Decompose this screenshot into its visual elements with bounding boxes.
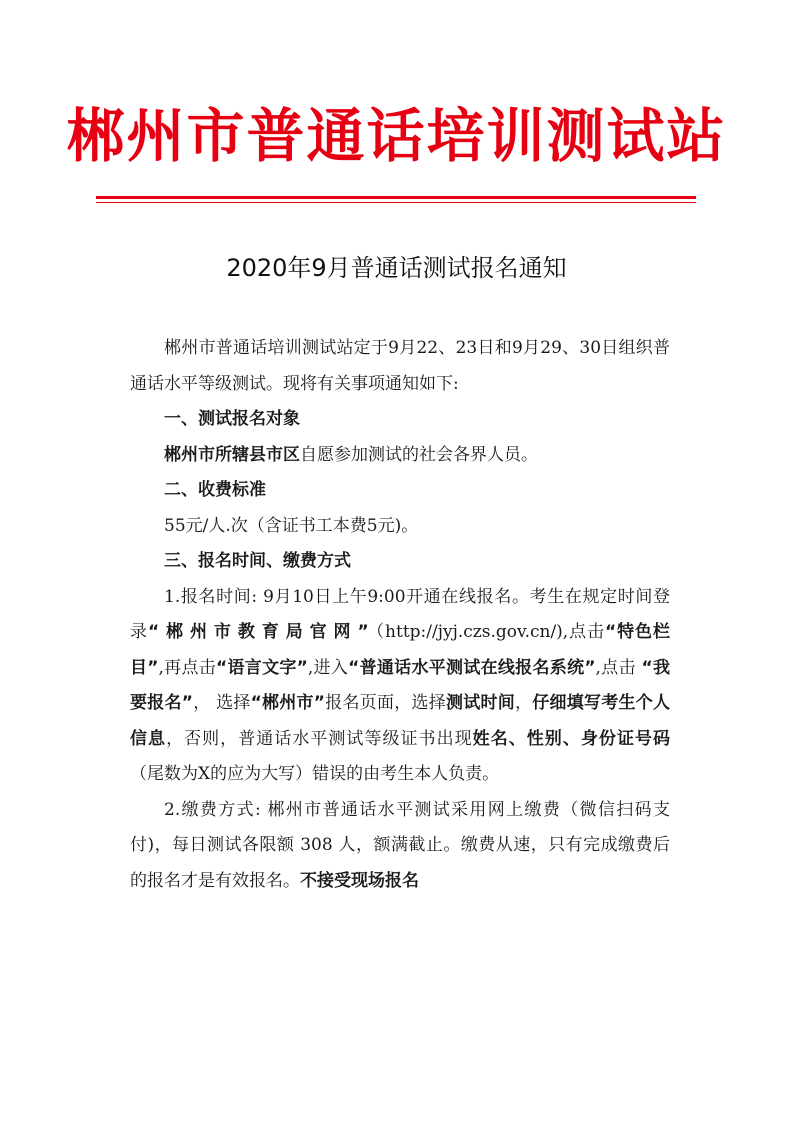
reg-system-name: “普通话水平测试在线报名系统”: [348, 657, 596, 678]
payment-text: 2.缴费方式: 郴州市普通话水平测试采用网上缴费（微信扫码支付)，每日测试各限额 308 人，额满截止。缴费从速，只有完成缴费后的报名才是有效报名。: [130, 799, 670, 891]
intro-paragraph: 郴州市普通话培训测试站定于9月22、23日和9月29、30日组织普通话水平等级测试。现将有关事项通知如下:: [130, 338, 670, 394]
reg-apply-name: “我要报名”: [130, 657, 670, 713]
reg-column-name: “特色栏目”: [130, 622, 670, 678]
masthead-rule-thin: [96, 202, 696, 203]
reg-text-k: ， 选择: [192, 693, 251, 713]
section3-heading: 三、报名时间、缴费方式: [164, 551, 351, 571]
reg-text-e: ,再点击: [158, 657, 217, 678]
reg-text-i: ,点击: [595, 657, 642, 678]
no-onsite-registration: 不接受现场报名: [300, 870, 419, 891]
section1-heading: 一、测试报名对象: [164, 409, 300, 429]
reg-text-m: 报名页面，选择: [324, 693, 446, 713]
reg-text-g: ,进入: [307, 657, 349, 678]
reg-language-name: “语言文字”: [216, 657, 308, 678]
section2-paragraph: 55元/人.次（含证书工本费5元)。: [164, 515, 419, 536]
reg-city-name: “郴州市”: [250, 693, 325, 713]
notice-body: [130, 331, 670, 899]
reg-text-s: （尾数为X的应为大写）错误的由考生本人负责。: [130, 764, 500, 784]
section2-heading: 二、收费标准: [164, 480, 266, 500]
reg-site-name: “郴州市教育局官网”: [147, 622, 375, 642]
notice-title: 2020年9月普通话测试报名通知: [226, 254, 567, 282]
reg-fill-info: 仔细填写考生个人信息: [130, 693, 671, 749]
section1-paragraph: [130, 438, 670, 474]
reg-text-q: ，否则，普通话水平测试等级证书出现: [166, 728, 473, 749]
reg-test-time: 测试时间: [445, 693, 515, 713]
reg-text-a: 1.报名时间: 9月10日上午9:00开通在线报名。考生在规定时间登录: [130, 586, 670, 642]
section1-bold: 郴州市所辖县市区: [164, 444, 300, 465]
masthead-rule-thick: [96, 196, 696, 199]
reg-url-text: （http://jyj.czs.gov.cn/),点击: [374, 622, 606, 642]
masthead-title: 郴州市普通话培训测试站: [66, 102, 727, 170]
registration-time-paragraph: [130, 580, 670, 793]
reg-id-fields: 姓名、性别、身份证号码: [472, 728, 671, 749]
payment-paragraph: [130, 793, 670, 900]
section1-rest: 自愿参加测试的社会各界人员。: [300, 444, 538, 465]
reg-text-o: ，: [515, 693, 533, 713]
